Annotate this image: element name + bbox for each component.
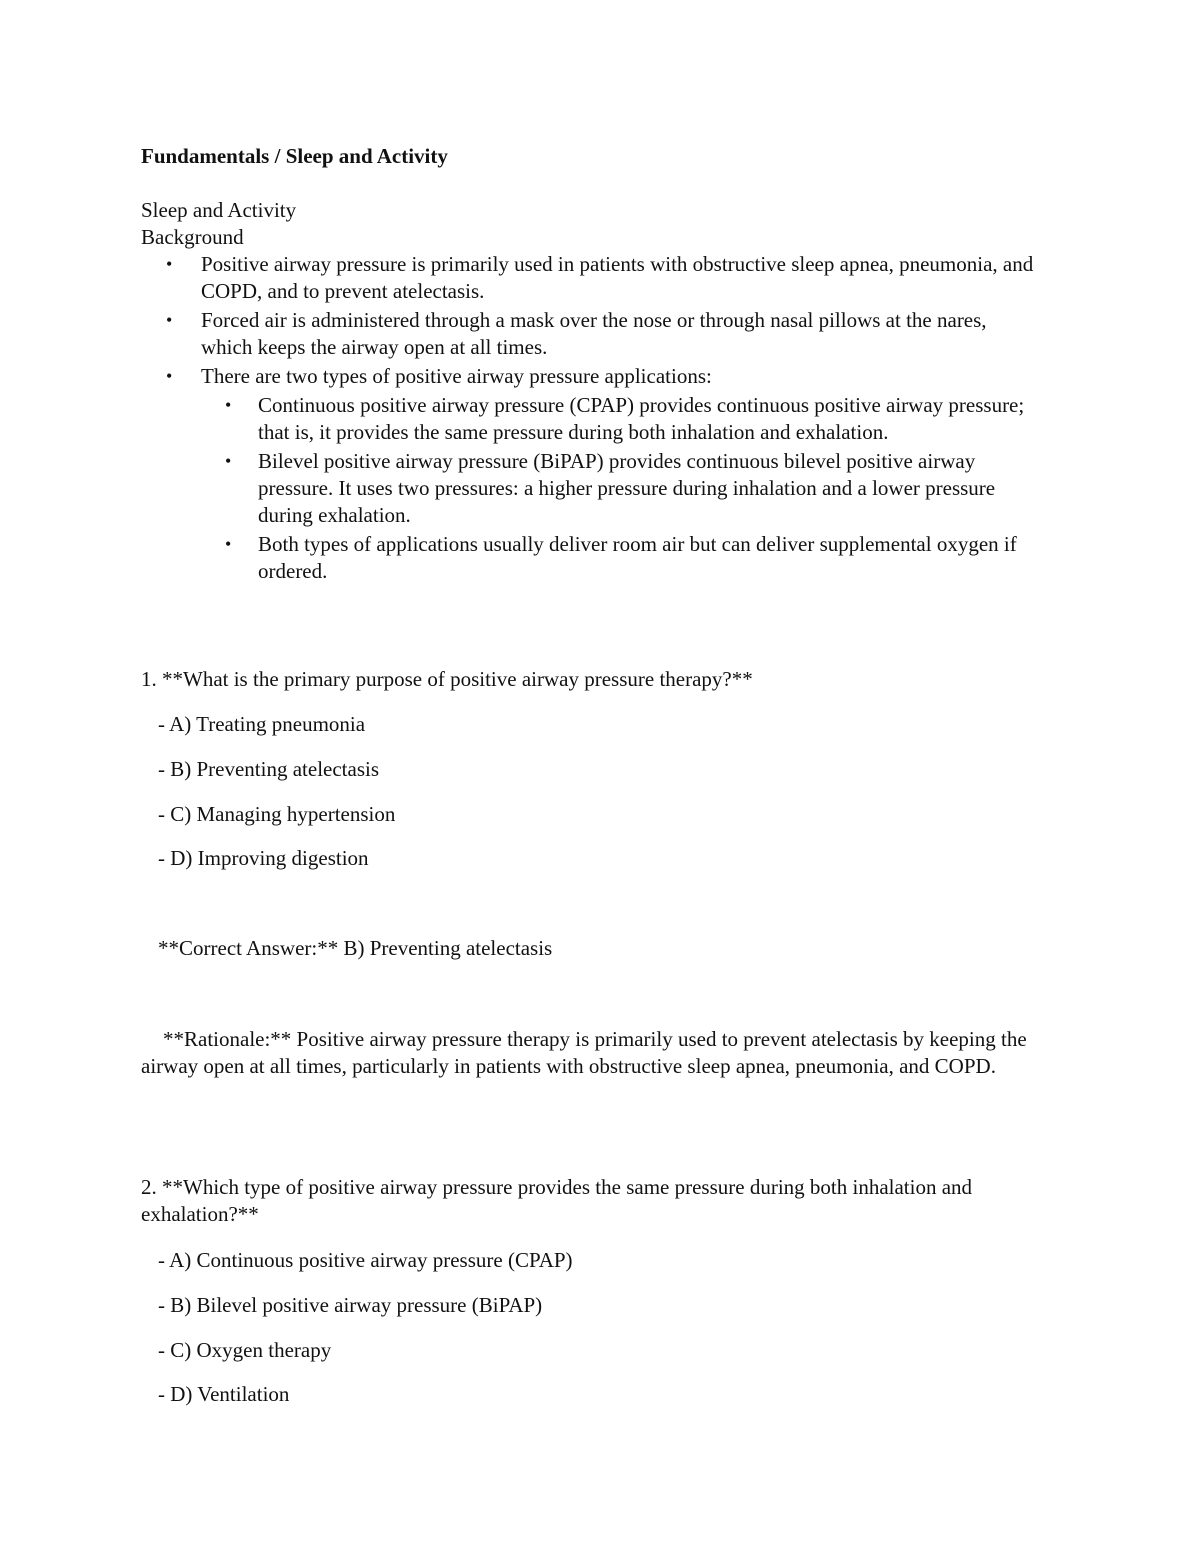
background-section <box>141 197 1041 587</box>
question-2-option-b: - B) Bilevel positive airway pressure (BiPAP) <box>158 1293 543 1317</box>
question-1-option-c: - C) Managing hypertension <box>158 802 396 826</box>
bullet-icon: • <box>166 310 173 330</box>
bullet-text: Forced air is administered through a mask over the nose or through nasal pillows at the nares, which keeps the airway open at all times. <box>201 308 987 359</box>
sub-bullet-item <box>201 448 1041 529</box>
bullet-item <box>141 363 1041 585</box>
sub-bullet-list <box>201 392 1041 585</box>
bullet-icon: • <box>225 395 232 415</box>
question-1-option-d: - D) Improving digestion <box>158 846 369 870</box>
subsection-heading: Background <box>141 225 244 249</box>
bullet-icon: • <box>166 366 173 386</box>
bullet-text: There are two types of positive airway pressure applications: <box>201 364 712 388</box>
sub-bullet-text: Continuous positive airway pressure (CPAP) provides continuous positive airway pressure; that is, it provides the same pressure during both inhalation and exhalation. <box>258 393 1025 444</box>
sub-bullet-text: Bilevel positive airway pressure (BiPAP) provides continuous bilevel positive airway pressure. It uses two pressures: a higher pressure during inhalation and a lower pressure during exhalation. <box>258 449 996 527</box>
section-title: Sleep and Activity <box>141 198 297 222</box>
sub-bullet-item <box>201 392 1041 446</box>
bullet-icon: • <box>225 451 232 471</box>
bullet-icon: • <box>166 254 173 274</box>
sub-bullet-item <box>201 531 1041 585</box>
sub-bullet-text: Both types of applications usually deliver room air but can deliver supplemental oxygen if ordered. <box>258 532 1017 583</box>
question-1-text: 1. **What is the primary purpose of positive airway pressure therapy?** <box>141 667 753 691</box>
question-1-option-a: - A) Treating pneumonia <box>158 712 366 736</box>
question-2-text: 2. **Which type of positive airway pressure provides the same pressure during both inhalation and exhalation?** <box>141 1175 973 1226</box>
question-2-option-c: - C) Oxygen therapy <box>158 1338 332 1362</box>
question-2-option-d: - D) Ventilation <box>158 1382 290 1406</box>
document-title: Fundamentals / Sleep and Activity <box>141 144 448 168</box>
question-1-option-b: - B) Preventing atelectasis <box>158 757 380 781</box>
question-1-correct-answer: **Correct Answer:** B) Preventing atelectasis <box>158 936 553 960</box>
background-bullet-list <box>141 251 1041 585</box>
question-1-rationale: **Rationale:** Positive airway pressure therapy is primarily used to prevent atelectasis by keeping the airway open at all times, particularly in patients with obstructive sleep apnea, pneumonia, and COPD. <box>141 1027 1027 1078</box>
question-2-option-a: - A) Continuous positive airway pressure (CPAP) <box>158 1248 573 1272</box>
bullet-item <box>141 251 1041 305</box>
bullet-icon: • <box>225 534 232 554</box>
bullet-item <box>141 307 1041 361</box>
bullet-text: Positive airway pressure is primarily used in patients with obstructive sleep apnea, pneumonia, and COPD, and to prevent atelectasis. <box>201 252 1034 303</box>
